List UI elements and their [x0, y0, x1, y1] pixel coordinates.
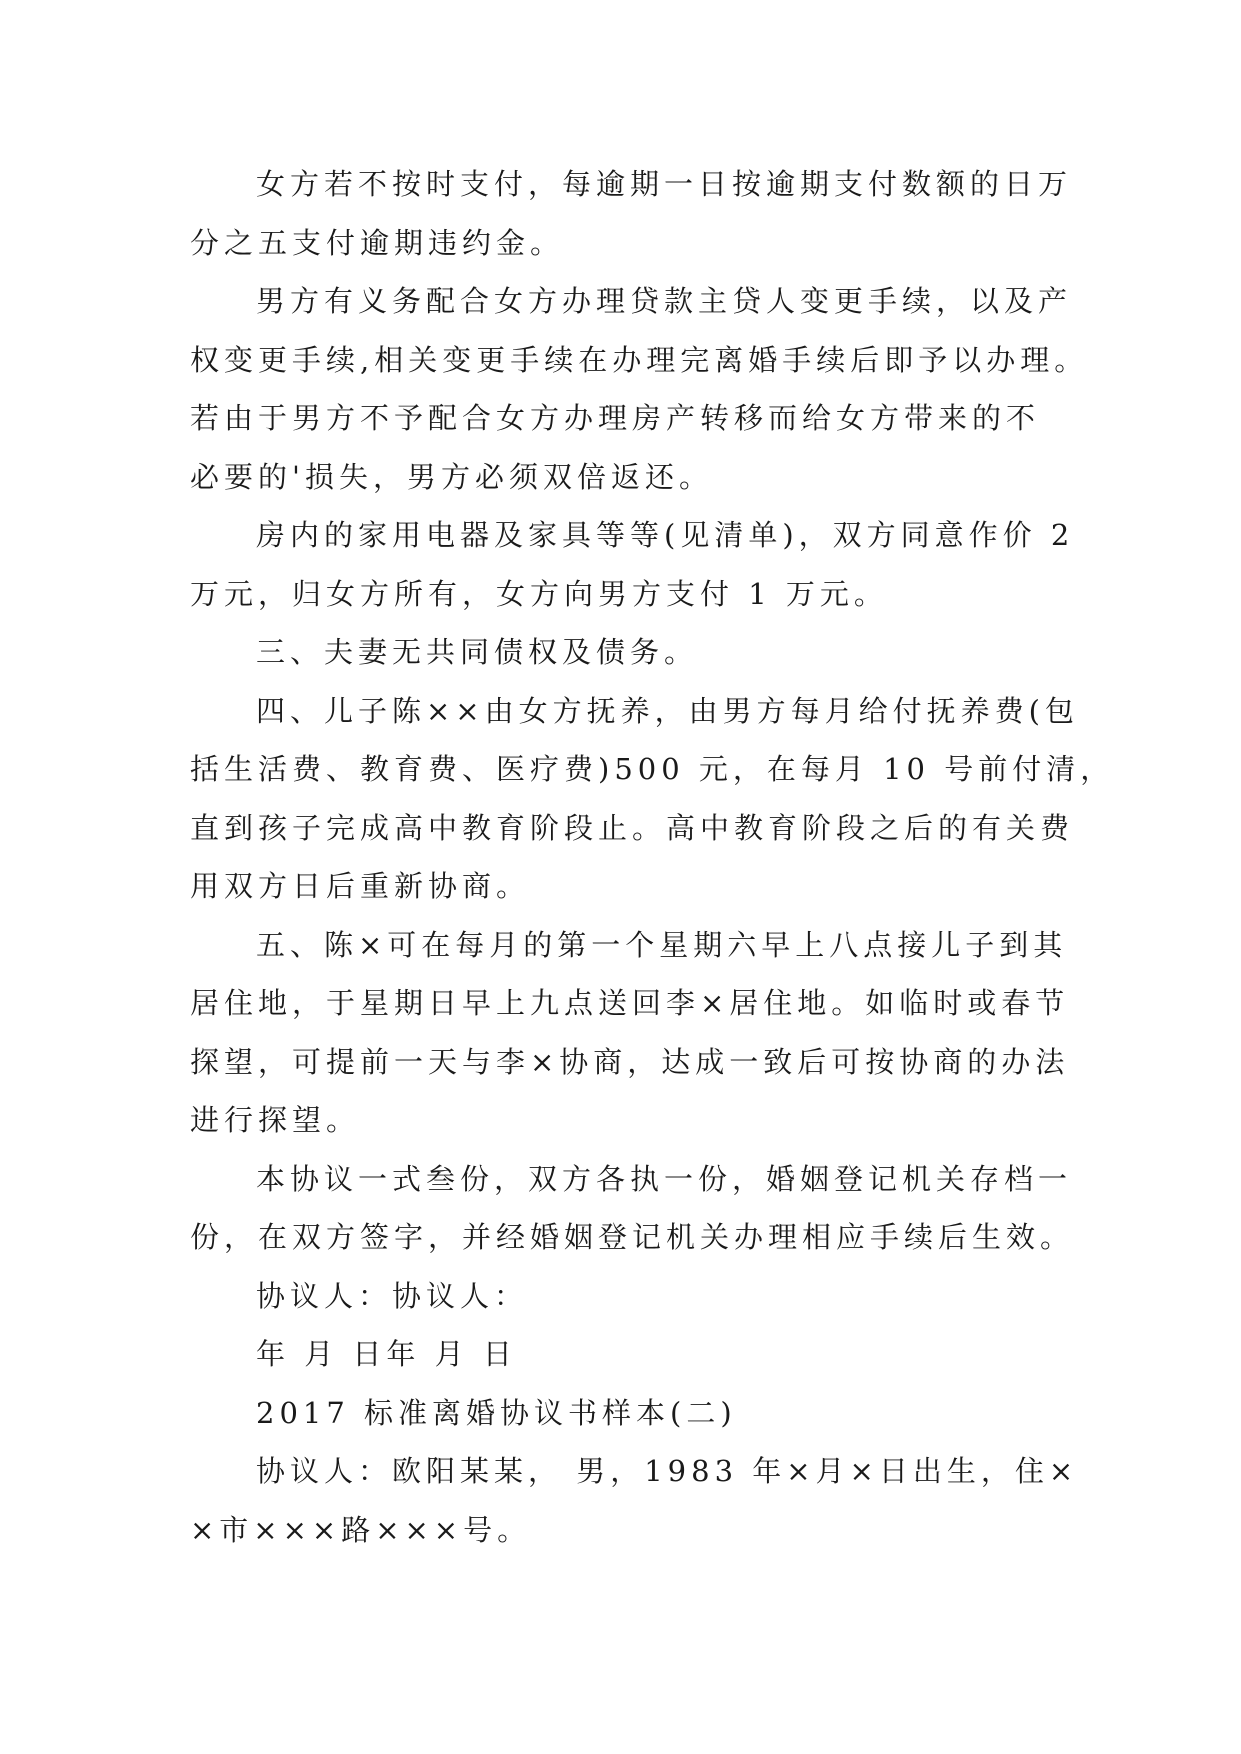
paragraph-line: 协议人：欧阳某某， 男，1983 年×月×日出生，住×	[256, 1454, 1079, 1488]
paragraph-line: 份，在双方签字，并经婚姻登记机关办理相应手续后生效。	[190, 1220, 1075, 1254]
paragraph-line: 用双方日后重新协商。	[190, 869, 531, 903]
signature-label-line: 协议人：协议人：	[256, 1278, 529, 1313]
paragraph-line: 三、夫妻无共同债权及债务。	[256, 635, 699, 669]
paragraph-line: 本协议一式叁份，双方各执一份，婚姻登记机关存档一	[256, 1161, 1073, 1196]
section-heading: 2017 标准离婚协议书样本(二)	[256, 1395, 737, 1430]
paragraph-line: 房内的家用电器及家具等等(见清单)，双方同意作价 2	[256, 518, 1075, 552]
paragraph-line: 探望，可提前一天与李×协商，达成一致后可按协商的办法	[190, 1044, 1070, 1079]
paragraph-line: 进行探望。	[190, 1103, 361, 1137]
paragraph-line: 必要的'损失，男方必须双倍返还。	[190, 459, 713, 494]
document-body	[190, 155, 1115, 1559]
paragraph-line: 五、陈×可在每月的第一个星期六早上八点接儿子到其	[256, 927, 1068, 962]
paragraph-line: 四、儿子陈××由女方抚养，由男方每月给付抚养费(包	[256, 693, 1079, 728]
paragraph-line: 直到孩子完成高中教育阶段止。高中教育阶段之后的有关费	[190, 810, 1075, 845]
paragraph-line: 权变更手续,相关变更手续在办理完离婚手续后即予以办理。	[190, 342, 1089, 377]
paragraph-line: 男方有义务配合女方办理贷款主贷人变更手续，以及产	[256, 284, 1073, 318]
paragraph-line: 分之五支付逾期违约金。	[190, 225, 565, 260]
paragraph-line: 女方若不按时支付，每逾期一日按逾期支付数额的日万	[256, 167, 1073, 201]
paragraph-line: 括生活费、教育费、医疗费)500 元，在每月 10 号前付清，	[190, 752, 1115, 786]
paragraph-line: 居住地，于星期日早上九点送回李×居住地。如临时或春节	[190, 986, 1070, 1020]
paragraph-line: 万元，归女方所有，女方向男方支付 1 万元。	[190, 576, 888, 611]
paragraph-line: 若由于男方不予配合女方办理房产转移而给女方带来的不	[190, 401, 1041, 435]
paragraph-line: ×市×××路×××号。	[190, 1512, 532, 1547]
date-line: 年 月 日年 月 日	[256, 1337, 517, 1371]
